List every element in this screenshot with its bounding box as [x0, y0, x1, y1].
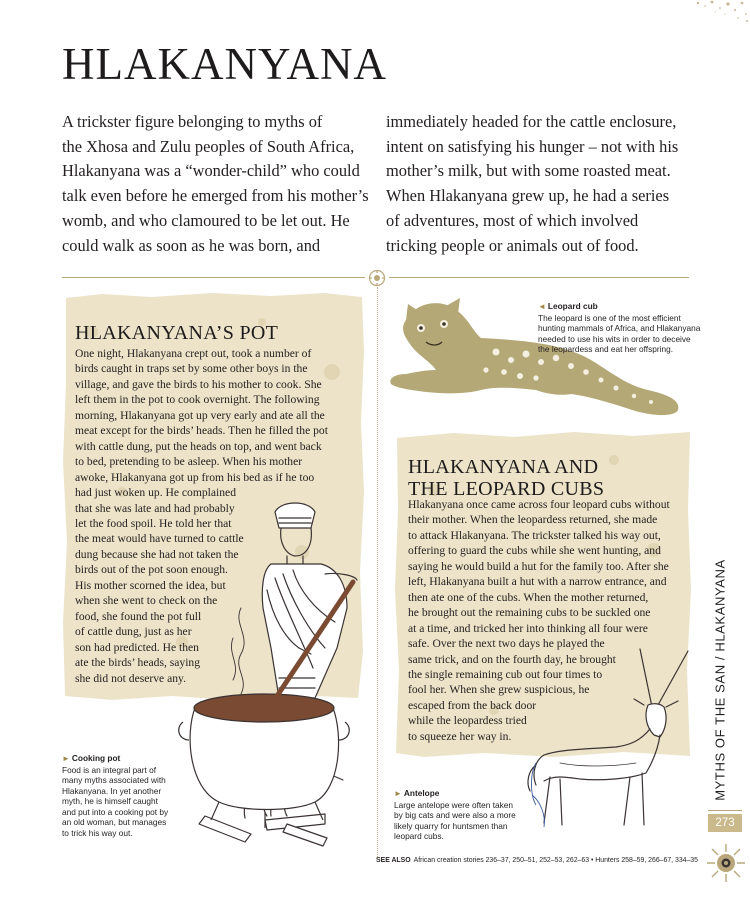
caption-line: many myths associated with — [62, 775, 166, 785]
caption-arrow-icon: ◄ — [538, 302, 546, 311]
body-line: he brought out the remaining cubs to be suckled one — [408, 606, 651, 620]
body-line: saying he would build a hut for the family too. After she — [408, 559, 669, 573]
body-line: morning, Hlakanyana got up very early and ate all the — [75, 408, 325, 422]
caption-line: likely quarry for huntsmen than — [394, 820, 508, 831]
caption-line: to trick his way out. — [62, 827, 133, 838]
caption-heading-text: Leopard cub — [547, 301, 598, 311]
body-line: One night, Hlakanyana crept out, took a number of — [75, 347, 312, 360]
body-line: birds caught in traps set by some other boys in the — [75, 362, 308, 376]
body-line: while the leopardess tried — [408, 714, 527, 728]
intro-line: could walk as soon as he was born, and — [62, 235, 321, 255]
section-title-cubs — [408, 456, 688, 500]
caption-cooking-pot — [62, 753, 180, 838]
intro-column-right — [386, 110, 706, 258]
section-title-line: THE LEOPARD CUBS — [408, 478, 605, 500]
body-line: same trick, and on the fourth day, he brought — [408, 652, 616, 666]
running-sidebar-text: MYTHS OF THE SAN / HLAKANYANA — [712, 559, 728, 801]
body-line: awoke, Hlakanyana got up from his bed as if he too — [75, 470, 315, 484]
caption-heading — [538, 301, 688, 313]
corner-texture — [690, 0, 750, 24]
intro-line: tricking people or animals out of food. — [386, 235, 639, 255]
body-line: to squeeze her way in. — [408, 729, 512, 743]
sidebar-rule — [708, 810, 742, 811]
caption-heading-text: Antelope — [403, 788, 440, 798]
woman-cooking-illustration — [175, 498, 375, 858]
body-line: to bed, pretending to be asleep. When his mother — [75, 455, 303, 469]
intro-line: of adventures, most of which involved — [386, 210, 639, 230]
body-line: escaped from the back door — [408, 698, 537, 712]
caption-heading-text: Cooking pot — [71, 753, 121, 763]
caption-arrow-icon: ► — [394, 789, 402, 798]
body-line: left, Hlakanyana built a hut with a narrow entrance, and — [408, 575, 667, 589]
divider-ornament-icon — [368, 269, 386, 287]
body-line: dung because she had not taken the — [75, 547, 239, 561]
body-line: had just woken up. He complained — [75, 486, 236, 500]
column-divider — [377, 287, 378, 857]
caption-line: myth, he is himself caught — [62, 796, 158, 806]
body-line: of cattle dung, just as her — [75, 625, 192, 639]
intro-line: A trickster figure belonging to myths of — [62, 112, 323, 131]
caption-line: by big cats and were also a more — [394, 810, 516, 820]
body-line: that she was late and had probably — [75, 501, 235, 515]
body-line: ate the birds’ heads, saying — [75, 656, 201, 670]
body-line: their mother. When the leopardess returned, she made — [408, 513, 658, 527]
caption-line: The leopard is one of the most efficient — [538, 312, 681, 323]
body-line: food, she found the pot full — [75, 609, 202, 623]
body-line: with cattle dung, put the heads on top, and went back — [75, 439, 322, 453]
intro-line: Hlakanyana was a “wonder-child” who could — [62, 161, 360, 181]
caption-line: and put into a cooking pot by — [62, 806, 169, 817]
body-line: she did not deserve any. — [75, 671, 186, 685]
intro-line: womb, and who clamoured to be let out. He — [62, 210, 350, 230]
section-divider-right — [389, 277, 689, 278]
body-line: left them in the pot to cook overnight. The following — [75, 393, 320, 407]
see-also-text: African creation stories 236–37, 250–51, 252–53, 262–63 • Hunters 258–59, 266–67, 334–35 — [413, 857, 698, 864]
body-line: safe. Over the next two days he played the — [408, 637, 605, 651]
body-line: son had predicted. He then — [75, 640, 199, 654]
running-sidebar-label — [708, 560, 732, 800]
caption-line: the leopardess and eat her offspring. — [538, 344, 673, 354]
body-line: when she went to check on the — [75, 594, 218, 608]
section-title-pot: HLAKANYANA’S POT — [75, 322, 279, 344]
body-line: meat except for the birds’ heads. Then he filled the pot — [75, 424, 328, 438]
caption-line: Large antelope were often taken — [394, 799, 514, 810]
sun-ornament-icon — [705, 842, 747, 884]
caption-arrow-icon: ► — [62, 754, 70, 763]
page-number: 273 — [708, 814, 742, 832]
intro-line: mother’s milk, but with some roasted meat. — [386, 161, 671, 181]
caption-leopard-cub — [538, 301, 701, 355]
caption-antelope — [394, 788, 514, 842]
antelope-illustration — [520, 645, 700, 835]
caption-line: Food is an integral part of — [62, 764, 157, 775]
section-title-line: HLAKANYANA AND — [408, 456, 599, 478]
body-line: fool her. When she grew suspicious, he — [408, 683, 590, 697]
intro-line: intent on satisfying his hunger – not with his — [386, 136, 679, 156]
intro-line: the Xhosa and Zulu peoples of South Africa, — [62, 136, 355, 156]
page-title: HLAKANYANA — [62, 39, 387, 89]
caption-line: an old woman, but manages — [62, 817, 167, 827]
body-line: then ate one of the cubs. When the mother returned, — [408, 590, 649, 604]
intro-line: immediately headed for the cattle enclosure, — [386, 112, 677, 131]
body-line: birds out of the pot soon enough. — [75, 563, 228, 577]
body-line: let the food spoil. He told her that — [75, 516, 232, 530]
body-line: the single remaining cub out four times to — [408, 667, 603, 681]
caption-line: hunting mammals of Africa, and Hlakanyana — [538, 323, 701, 333]
caption-line: Hlakanyana. In yet another — [62, 785, 162, 796]
caption-heading — [394, 788, 514, 800]
section-divider-left — [62, 277, 365, 278]
body-line: Hlakanyana once came across four leopard cubs without — [408, 498, 670, 511]
body-line: to attack Hlakanyana. The trickster talked his way out, — [408, 528, 661, 542]
body-line: village, and gave the birds to his mother to cook. She — [75, 377, 322, 391]
caption-heading — [62, 753, 180, 765]
caption-line: needed to use his wits in order to deceive — [538, 333, 691, 344]
intro-line: When Hlakanyana grew up, he had a series — [386, 186, 670, 206]
body-line: His mother scorned the idea, but — [75, 578, 226, 592]
caption-line: leopard cubs. — [394, 831, 444, 841]
body-line: the meat would have turned to cattle — [75, 532, 244, 546]
body-line: at a time, and tricked her into thinking all four were — [408, 621, 648, 635]
body-line: offering to guard the cubs while she went hunting, and — [408, 544, 661, 558]
see-also-footer — [376, 857, 698, 864]
intro-line: talk even before he emerged from his mother’s — [62, 186, 369, 206]
intro-column-left — [62, 110, 382, 258]
see-also-label: SEE ALSO — [376, 857, 411, 864]
